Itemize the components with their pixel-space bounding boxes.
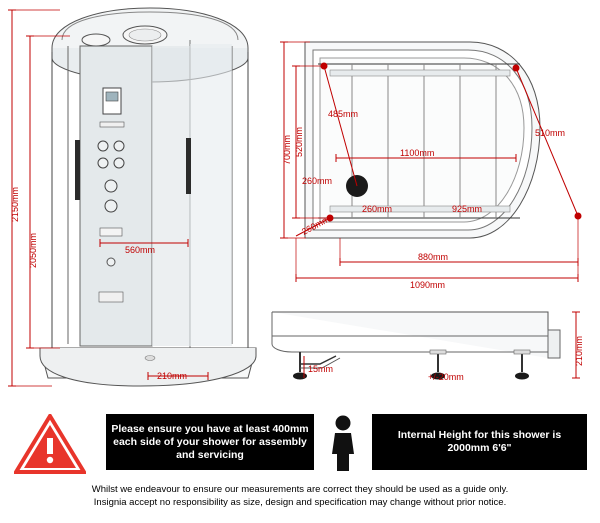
dim-925mm: 925mm	[452, 204, 483, 214]
dim-560mm: 560mm	[125, 245, 156, 255]
dim-260mm-left: 260mm	[302, 176, 333, 186]
notice-bar	[0, 408, 600, 476]
dim-510mm: 510mm	[535, 128, 566, 138]
dim-1090mm: 1090mm	[410, 280, 446, 290]
dim-1100mm: 1100mm	[400, 148, 435, 158]
footer-disclaimer	[0, 483, 600, 509]
dim-210mm-front: 210mm	[157, 371, 188, 381]
footer-line-2: Insignia accept no responsibility as size, design and specification may change without prior notice.	[93, 497, 507, 508]
dim-260mm-center: 260mm	[362, 204, 393, 214]
footer-line-1: Whilst we endeavour to ensure our measurements are correct they should be used as a guide only.	[91, 484, 509, 495]
dim-plusminus-20mm: +/-20mm	[428, 372, 464, 382]
dim-880mm: 880mm	[418, 252, 449, 262]
dim-210mm-side: 210mm	[574, 335, 584, 366]
dim-700mm: 700mm	[282, 134, 292, 165]
warning-triangle-icon	[14, 414, 86, 474]
plan-view-group	[305, 42, 582, 238]
dim-15mm: 15mm	[308, 364, 334, 374]
dim-2150mm: 2150mm	[10, 186, 20, 222]
internal-height-notice: Internal Height for this shower is 2000mm 6'6"	[372, 414, 587, 470]
clearance-notice: Please ensure you have at least 400mm each side of your shower for assembly and servicing	[106, 414, 314, 470]
person-icon	[325, 414, 361, 472]
front-view-group	[40, 8, 256, 386]
dim-520mm: 520mm	[294, 126, 304, 157]
dim-260mm-diagonal: 260mm	[300, 213, 332, 237]
dim-2050mm: 2050mm	[28, 232, 38, 268]
dim-485mm: 485mm	[328, 109, 359, 119]
